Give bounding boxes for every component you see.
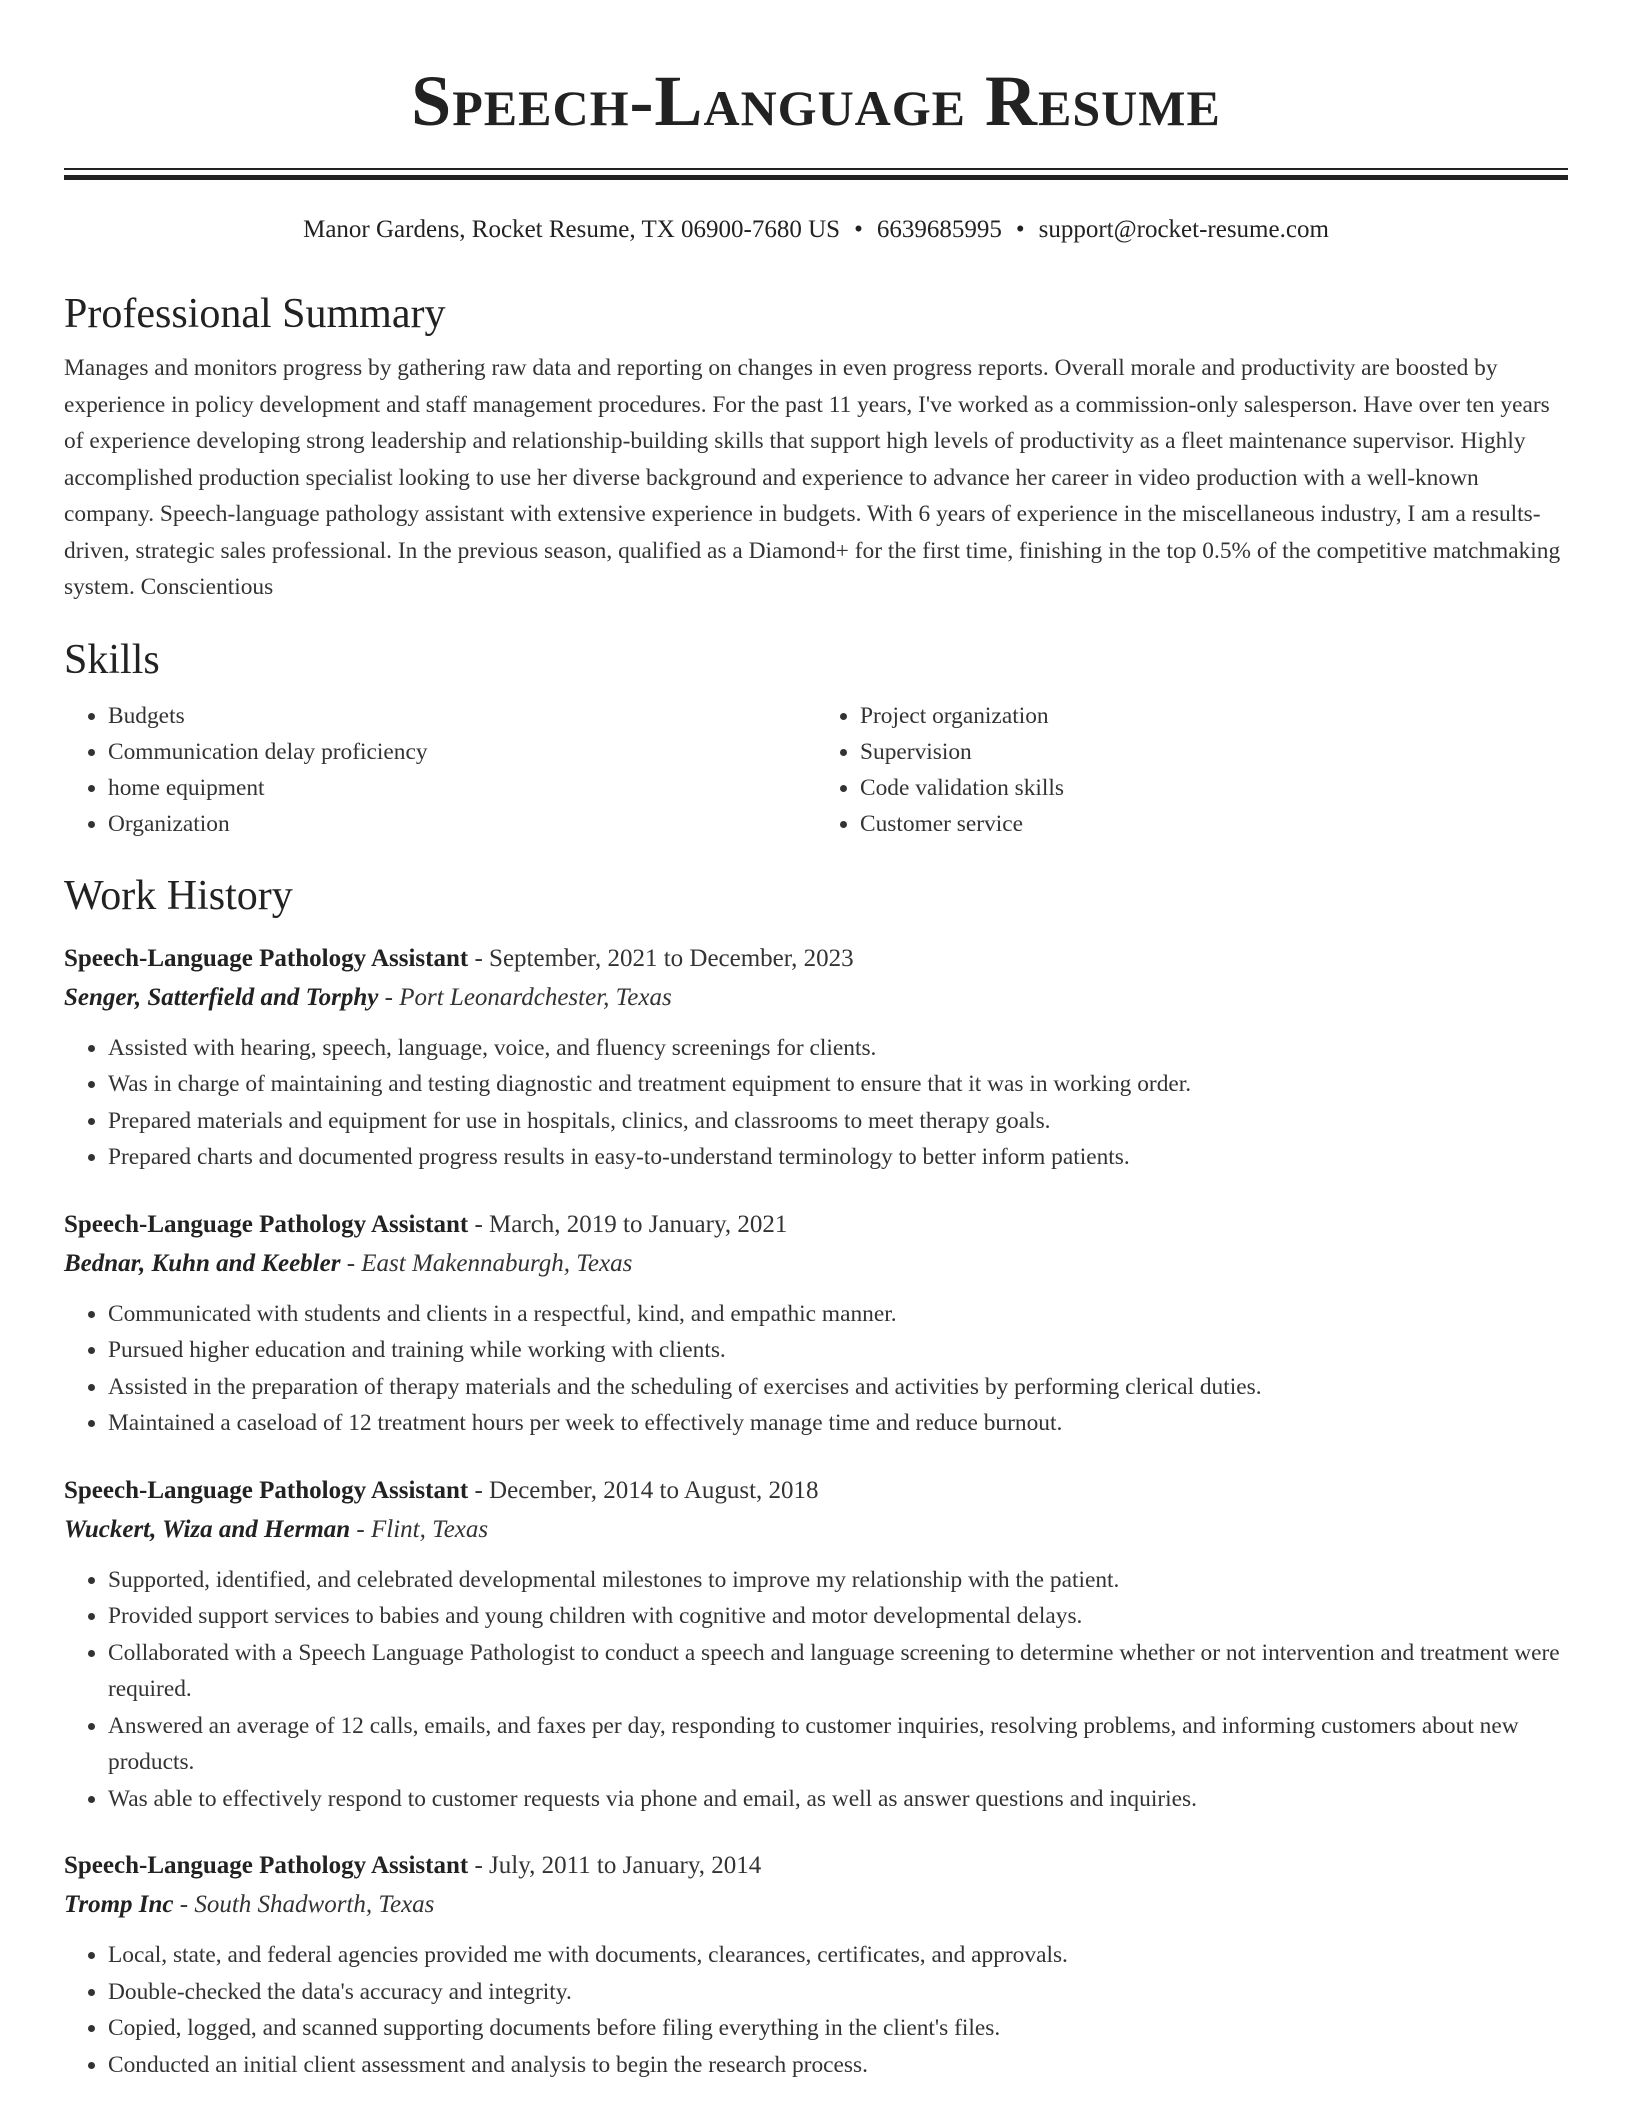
job-location: - South Shadworth, Texas [173, 1891, 435, 1918]
job-location: - East Makennaburgh, Texas [340, 1249, 633, 1277]
job-company: Tromp Inc [64, 1891, 174, 1918]
job-company: Bednar, Kuhn and Keebler [64, 1249, 341, 1277]
job-bullet: • Copied, logged, and scanned supporting documents before filing everything in the client's files. [108, 2010, 1568, 2047]
contact-line [64, 214, 1568, 246]
job-location: - Flint, Texas [350, 1515, 489, 1543]
summary-text: Manages and monitors progress by gathering raw data and reporting on changes in even progress reports. Overall morale and productivity are boosted by experience in policy development and staff management procedures. For the past 11 years, I've worked as a commission-only salesperson. Have over ten years of experience developing strong leadership and relationship-building skills that support high levels of productivity as a fleet maintenance supervisor. Highly accomplished production specialist looking to use her diverse background and experience to advance her career in video production with a well-known company. Speech-language pathology assistant with extensive experience in budgets. With 6 years of experience in the miscellaneous industry, I am a results-driven, strategic sales professional. In the previous season, qualified as a Diamond+ for the first time, finishing in the top 0.5% of the competitive matchmaking system. Conscientious [64, 355, 1561, 600]
skills-column-left [64, 698, 816, 842]
job-title-line [64, 1206, 1568, 1244]
job-bullet: • Prepared charts and documented progress results in easy-to-understand terminology to better inform patients. [108, 1139, 1568, 1176]
skill-item: • Code validation skills [860, 770, 1568, 806]
skills-column-right [816, 698, 1568, 842]
job-bullet: • Supported, identified, and celebrated developmental milestones to improve my relationship with the patient. [108, 1562, 1568, 1599]
work-history-heading: Work History [64, 872, 293, 919]
job-employer-line [64, 1244, 1568, 1284]
skill-item: • home equipment [108, 770, 816, 806]
job-location: - Port Leonardchester, Texas [378, 983, 672, 1011]
job-bullet: • Maintained a caseload of 12 treatment hours per week to effectively manage time and reduce burnout. [108, 1405, 1568, 1442]
job-dates: - March, 2019 to January, 2021 [468, 1210, 788, 1238]
skills-heading: Skills [64, 636, 160, 683]
job-title-line [64, 1847, 1568, 1885]
job-entry [64, 1206, 1568, 1442]
job-role: Speech-Language Pathology Assistant [64, 1852, 469, 1879]
job-bullet: • Was able to effectively respond to customer requests via phone and email, as well as answer questions and inquiries. [108, 1781, 1568, 1818]
job-role: Speech-Language Pathology Assistant [64, 1476, 469, 1504]
contact-email: support@rocket-resume.com [1038, 216, 1329, 243]
skill-item: • Budgets [108, 698, 816, 734]
job-bullets [64, 1562, 1568, 1818]
job-bullet: • Conducted an initial client assessment and analysis to begin the research process. [108, 2047, 1568, 2084]
job-company: Wuckert, Wiza and Herman [64, 1515, 351, 1543]
skill-item: • Supervision [860, 734, 1568, 770]
title-rule-thick [64, 175, 1568, 180]
job-employer-line [64, 1885, 1568, 1925]
job-role: Speech-Language Pathology Assistant [64, 944, 469, 972]
contact-phone: 6639685995 [876, 216, 1002, 243]
job-role: Speech-Language Pathology Assistant [64, 1210, 469, 1238]
job-bullet: • Pursued higher education and training while working with clients. [108, 1332, 1568, 1369]
skill-item: • Organization [108, 806, 816, 842]
job-dates: - December, 2014 to August, 2018 [468, 1476, 819, 1504]
job-title-line [64, 940, 1568, 978]
job-bullet: • Communicated with students and clients in a respectful, kind, and empathic manner. [108, 1296, 1568, 1333]
skill-item: • Customer service [860, 806, 1568, 842]
contact-separator: • [854, 216, 863, 243]
job-entry [64, 1847, 1568, 2083]
job-entry [64, 940, 1568, 1176]
contact-address: Manor Gardens, Rocket Resume, TX 06900-7680 US [303, 216, 841, 243]
job-bullets [64, 1296, 1568, 1442]
resume-page [64, 0, 1568, 2083]
job-employer-line [64, 1510, 1568, 1550]
job-employer-line [64, 978, 1568, 1018]
job-bullet: • Prepared materials and equipment for use in hospitals, clinics, and classrooms to meet therapy goals. [108, 1103, 1568, 1140]
skills-list [64, 698, 1568, 842]
skill-item: • Project organization [860, 698, 1568, 734]
job-dates: - September, 2021 to December, 2023 [468, 944, 854, 972]
job-bullets [64, 1937, 1568, 2083]
job-bullet: • Assisted with hearing, speech, language, voice, and fluency screenings for clients. [108, 1030, 1568, 1067]
summary-heading: Professional Summary [64, 291, 446, 337]
job-company: Senger, Satterfield and Torphy [64, 983, 379, 1011]
contact-separator: • [1015, 216, 1025, 243]
job-entry [64, 1472, 1568, 1818]
job-bullet: • Answered an average of 12 calls, emails, and faxes per day, responding to customer inquiries, resolving problems, and informing customers about new products. [108, 1708, 1568, 1781]
job-bullet: • Provided support services to babies and young children with cognitive and motor developmental delays. [108, 1598, 1568, 1635]
job-title-line [64, 1472, 1568, 1510]
job-dates: - July, 2011 to January, 2014 [468, 1852, 762, 1879]
job-bullet: • Was in charge of maintaining and testing diagnostic and treatment equipment to ensure that it was in working order. [108, 1066, 1568, 1103]
job-bullet: • Local, state, and federal agencies provided me with documents, clearances, certificates, and approvals. [108, 1937, 1568, 1974]
job-bullet: • Assisted in the preparation of therapy materials and the scheduling of exercises and activities by performing clerical duties. [108, 1369, 1568, 1406]
job-bullets [64, 1030, 1568, 1176]
title-rule-thin [64, 168, 1568, 170]
job-bullet: • Collaborated with a Speech Language Pathologist to conduct a speech and language screening to determine whether or not intervention and treatment were required. [108, 1635, 1568, 1708]
skill-item: • Communication delay proficiency [108, 734, 816, 770]
resume-title: Speech-Language Resume [411, 61, 1221, 141]
job-bullet: • Double-checked the data's accuracy and integrity. [108, 1974, 1568, 2011]
